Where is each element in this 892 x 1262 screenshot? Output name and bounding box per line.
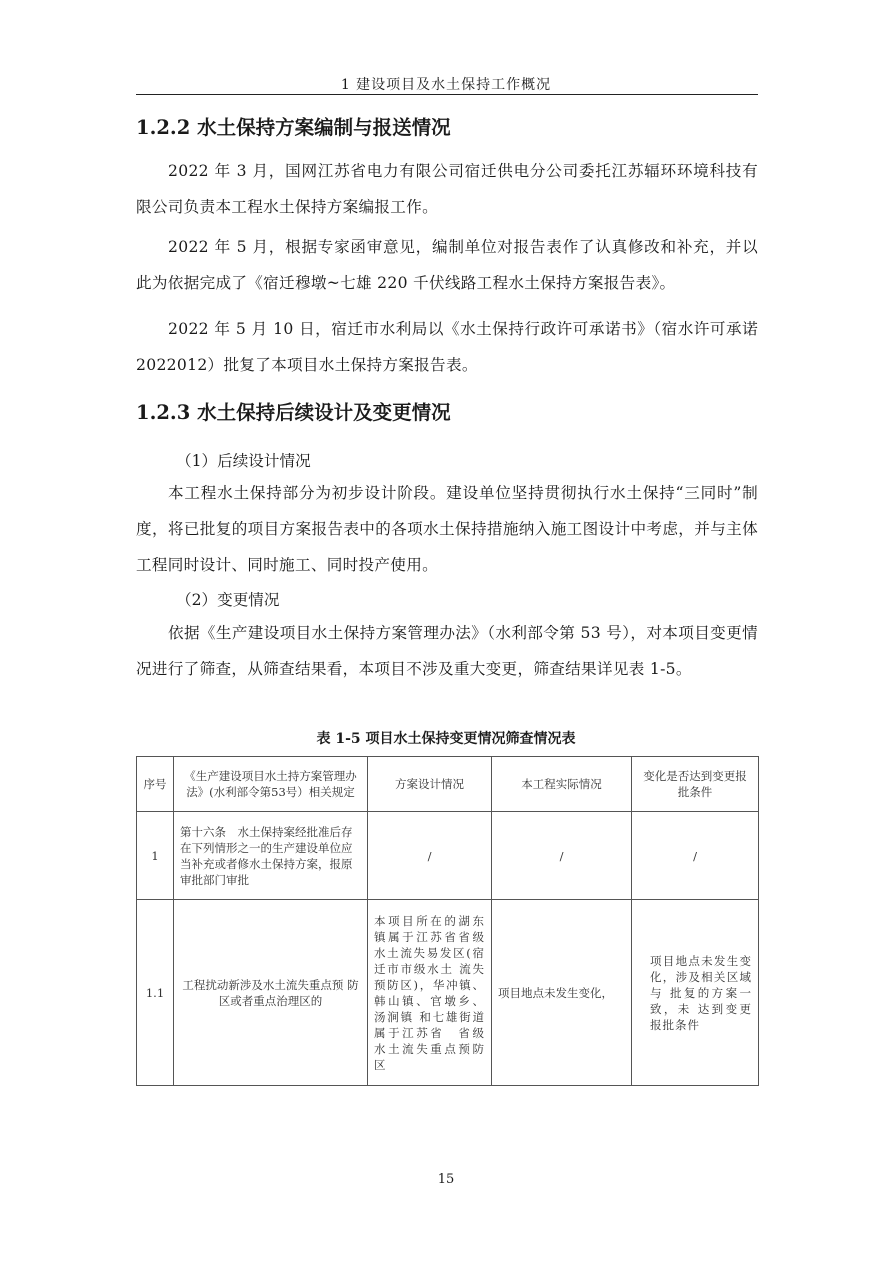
header-cell: 序号 [137,757,174,812]
design-cell: 本项目所在的湖东镇属于江苏省省级水土流失易发区(宿迁市市级水土 流失预防区)，华冲镇、韩山镇、官墩乡、汤涧镇 和七雄街道属于江苏省 省级水土流失重点预防 区 [368,900,492,1086]
paragraph: 2022 年 5 月，根据专家函审意见，编制单位对报告表作了认真修改和补充，并以此为依据完成了《宿迁穆墩~七雄 220 千伏线路工程水土保持方案报告表》。 [136,238,758,292]
design-cell: / [368,812,492,900]
header-cell: 变化是否达到变更报 批条件 [632,757,759,812]
row-number: 1.1 [137,900,174,1086]
change-cell: 项目地点未发生变 化，涉及相关区域与 批复的方案一致，未 达到变更报批条件 [632,900,759,1086]
paragraph: 依据《生产建设项目水土保持方案管理办法》（水利部令第 53 号），对本项目变更情况进行了筛查，从筛查结果看，本项目不涉及重大变更，筛查结果详见表 1-5。 [136,624,758,678]
header-cell: 本工程实际情况 [492,757,632,812]
section-heading-1-2-3: 1.2.3 水土保持后续设计及变更情况 [136,401,451,424]
change-cell: / [632,812,759,900]
change-screening-table [136,756,765,1086]
actual-cell: 项目地点未发生变化， [492,900,632,1086]
subheading-follow-up-design: （1）后续设计情况 [176,452,311,470]
row-number: 1 [137,812,174,900]
table-caption: 表 1-5 项目水土保持变更情况筛查情况表 [316,731,576,747]
header-cell: 方案设计情况 [368,757,492,812]
header-cell: 《生产建设项目水土持方案管理办法》(水利部令第53号）相关规定 [174,757,368,812]
table-header-row [137,757,759,812]
paragraph: 2022 年 5 月 10 日，宿迁市水利局以《水土保持行政许可承诺书》（宿水许可承诺 2022012）批复了本项目水土保持方案报告表。 [136,320,758,374]
rule-cell: 第十六条 水土保持案经批准后存在下列情形之一的生产建设单位应当补充或者修水土保持方案，报原审批部门审批 [174,812,368,900]
paragraph: 2022 年 3 月，国网江苏省电力有限公司宿迁供电分公司委托江苏辐环环境科技有限公司负责本工程水土保持方案编报工作。 [136,162,758,216]
section-heading-1-2-2: 1.2.2 水土保持方案编制与报送情况 [136,116,451,139]
subheading-change: （2）变更情况 [176,591,280,609]
actual-cell: / [492,812,632,900]
table-row [137,812,759,900]
page-number: 15 [437,1172,455,1187]
rule-cell: 工程扰动新涉及水土流失重点预 防区或者重点治理区的 [174,900,368,1086]
running-header: 1 建设项目及水土保持工作概况 [340,77,552,93]
table-row [137,900,759,1086]
header-divider [136,94,758,95]
paragraph: 本工程水土保持部分为初步设计阶段。建设单位坚持贯彻执行水土保持“三同时”制度，将已批复的项目方案报告表中的各项水土保持措施纳入施工图设计中考虑，并与主体工程同时设计、同时施工、同时投产使用。 [136,484,758,574]
